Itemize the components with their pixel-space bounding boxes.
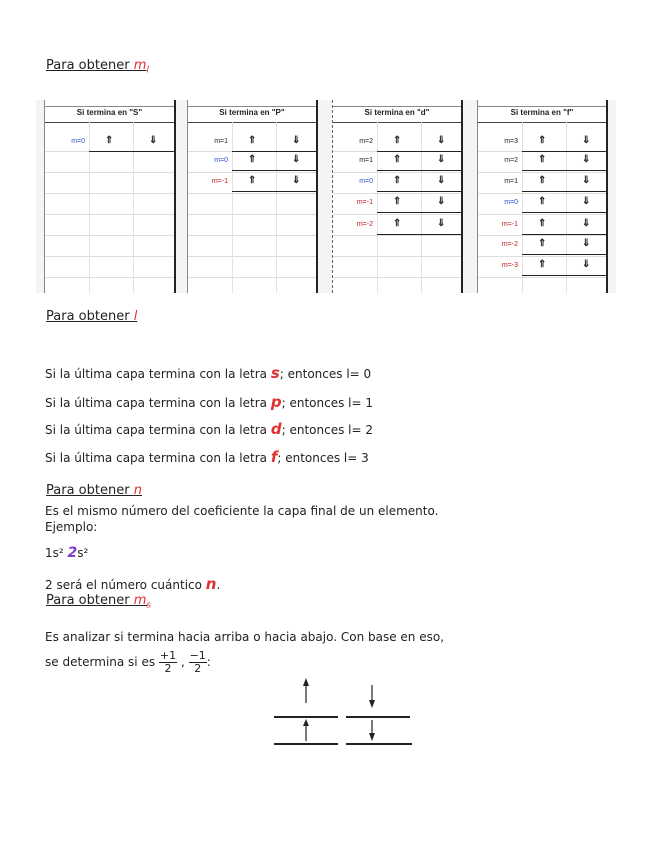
spin-down-arrow-small-icon — [369, 733, 375, 741]
l-rule-text: Si la última capa termina con la letra — [45, 367, 271, 381]
spin-down-arrow-icon: ⇓ — [292, 154, 301, 165]
spin-diagram — [260, 675, 430, 755]
orbital-cell — [377, 152, 462, 171]
spin-down-arrow-icon: ⇓ — [582, 196, 591, 207]
l-rule-letter: f — [270, 448, 278, 466]
orbital-table-title: Si termina en "P" — [188, 106, 316, 123]
spin-down-arrow-icon: ⇓ — [437, 154, 446, 165]
spin-up-arrow-icon: ⇑ — [393, 196, 402, 207]
magnetic-number-label: m=1 — [359, 157, 373, 164]
orbital-row — [478, 194, 609, 214]
spin-up-arrow-icon: ⇑ — [538, 218, 547, 229]
fraction-negative: $\frac{-1}{2}$ — [189, 649, 206, 675]
spin-down-arrow-icon: ⇓ — [582, 238, 591, 249]
spin-down-arrow-icon: ⇓ — [437, 196, 446, 207]
ms-description: Es analizar si termina hacia arriba o hacia abajo. Con base en eso, — [45, 630, 445, 644]
orbital-table-2 — [187, 100, 318, 293]
orbital-row — [478, 216, 609, 236]
magnetic-number-label: m=1 — [504, 178, 518, 185]
n-example-rest: s² — [77, 546, 89, 560]
spin-down-arrow-icon: ⇓ — [437, 175, 446, 186]
spin-down-arrow-icon — [369, 700, 375, 708]
l-rule-value: ; entonces l= 3 — [277, 451, 369, 465]
spin-up-arrow-icon: ⇑ — [538, 238, 547, 249]
n-example-first: 1s² — [45, 546, 68, 560]
orbital-table-title: Si termina en "f" — [478, 106, 606, 123]
ms-fraction-text: se determina si es — [45, 655, 159, 669]
orbital-row — [45, 133, 177, 153]
orbital-row — [188, 173, 319, 193]
spin-up-diagram — [274, 678, 338, 744]
magnetic-number-label: m=0 — [359, 178, 373, 185]
spin-up-arrow-icon: ⇑ — [538, 175, 547, 186]
orbital-table-4 — [477, 100, 608, 293]
orbital-row — [188, 152, 319, 172]
l-rule-text: Si la última capa termina con la letra — [45, 396, 271, 410]
orbital-table-title: Si termina en "d" — [333, 106, 461, 123]
orbital-cell — [522, 216, 607, 235]
n-example-highlight: 2 — [67, 545, 78, 561]
l-rule-value: ; entonces l= 0 — [279, 367, 372, 381]
magnetic-number-label: m=0 — [214, 157, 228, 164]
spin-down-diagram — [346, 685, 412, 744]
magnetic-number-label: m=3 — [504, 138, 518, 145]
spin-down-arrow-icon: ⇓ — [582, 259, 591, 270]
orbital-row — [333, 173, 464, 193]
l-heading — [46, 309, 137, 324]
ms-heading — [46, 593, 151, 611]
spin-up-arrow-icon: ⇑ — [538, 135, 547, 146]
orbital-row — [188, 133, 319, 153]
n-description: Es el mismo número del coeficiente la capa final de un elemento. — [45, 504, 439, 518]
spin-down-arrow-icon: ⇓ — [582, 135, 591, 146]
spin-down-arrow-icon: ⇓ — [292, 175, 301, 186]
ml-symbol: $m_l$ — [133, 58, 149, 76]
n-heading — [46, 483, 142, 498]
n-result-text: 2 será el número cuántico — [45, 578, 206, 592]
spin-up-arrow-icon: ⇑ — [538, 154, 547, 165]
spin-down-arrow-icon: ⇓ — [582, 175, 591, 186]
l-rule-letter: d — [270, 420, 282, 438]
l-rule-value: ; entonces l= 2 — [281, 423, 373, 437]
magnetic-number-label: m=2 — [504, 157, 518, 164]
l-rule-letter: p — [270, 393, 282, 411]
spin-up-arrow-icon — [303, 678, 309, 686]
spin-up-arrow-icon: ⇑ — [393, 135, 402, 146]
orbital-row — [333, 194, 464, 214]
orbital-table-1 — [44, 100, 176, 293]
orbital-row — [478, 236, 609, 256]
orbital-cell — [522, 257, 607, 276]
ms-heading-label: Para obtener — [46, 593, 134, 608]
spin-down-arrow-icon: ⇓ — [292, 135, 301, 146]
spin-down-arrow-icon: ⇓ — [437, 135, 446, 146]
spin-down-arrow-icon: ⇓ — [582, 218, 591, 229]
ml-heading-label: Para obtener — [46, 58, 134, 73]
orbital-cell — [377, 194, 462, 213]
n-heading-label: Para obtener — [46, 483, 134, 498]
magnetic-number-label: m=-1 — [211, 178, 228, 185]
orbital-table-3 — [332, 100, 463, 293]
spin-up-arrow-icon: ⇑ — [248, 175, 257, 186]
l-rule-value: ; entonces l= 1 — [281, 396, 373, 410]
n-example-label: Ejemplo: — [45, 520, 98, 534]
spin-up-arrow-icon: ⇑ — [393, 154, 402, 165]
n-symbol: n — [133, 483, 142, 498]
orbital-cell — [377, 216, 462, 235]
fraction-separator: , — [177, 655, 189, 669]
orbital-cell — [89, 133, 175, 152]
orbital-cell — [522, 173, 607, 192]
n-result-symbol: n — [205, 575, 217, 593]
spin-up-arrow-icon: ⇑ — [538, 196, 547, 207]
l-symbol: l — [133, 309, 138, 324]
spin-down-arrow-icon: ⇓ — [437, 218, 446, 229]
l-rule — [45, 364, 371, 382]
orbital-cell — [377, 133, 462, 152]
spin-up-arrow-icon: ⇑ — [393, 175, 402, 186]
spin-down-arrow-icon: ⇓ — [582, 154, 591, 165]
l-rule — [45, 420, 373, 438]
ms-symbol: $m_s$ — [133, 593, 152, 611]
orbital-row — [478, 173, 609, 193]
magnetic-number-label: m=2 — [359, 138, 373, 145]
orbital-table-title: Si termina en "S" — [45, 106, 174, 123]
orbital-tables — [36, 100, 616, 293]
l-heading-label: Para obtener — [46, 309, 134, 324]
orbital-row — [478, 152, 609, 172]
spin-up-arrow-icon: ⇑ — [248, 135, 257, 146]
l-rule — [45, 448, 369, 466]
orbital-cell — [522, 236, 607, 255]
n-result-end: . — [216, 578, 221, 592]
orbital-cell — [522, 133, 607, 152]
fraction-end: : — [206, 655, 211, 669]
l-rule — [45, 393, 373, 411]
spin-up-arrow-icon: ⇑ — [538, 259, 547, 270]
orbital-cell — [522, 194, 607, 213]
l-rule-text: Si la última capa termina con la letra — [45, 423, 271, 437]
orbital-row — [333, 152, 464, 172]
n-result — [45, 575, 220, 593]
l-rule-letter: s — [270, 364, 280, 382]
spin-up-arrow-icon: ⇑ — [248, 154, 257, 165]
orbital-row — [478, 257, 609, 277]
orbital-row — [333, 216, 464, 236]
magnetic-number-label: m=-1 — [501, 221, 518, 228]
orbital-cell — [377, 173, 462, 192]
spin-up-arrow-icon: ⇑ — [105, 135, 114, 146]
spin-up-arrow-small-icon — [303, 719, 309, 726]
orbital-cell — [522, 152, 607, 171]
spin-down-arrow-icon: ⇓ — [149, 135, 158, 146]
l-rule-text: Si la última capa termina con la letra — [45, 451, 271, 465]
magnetic-number-label: m=0 — [504, 199, 518, 206]
ml-heading — [46, 58, 149, 76]
orbital-row — [478, 133, 609, 153]
spin-up-arrow-icon: ⇑ — [393, 218, 402, 229]
magnetic-number-label: m=-2 — [356, 221, 373, 228]
n-example — [45, 545, 88, 561]
magnetic-number-label: m=1 — [214, 138, 228, 145]
ms-fraction-line — [45, 650, 211, 675]
orbital-cell — [232, 152, 317, 171]
orbital-cell — [232, 133, 317, 152]
orbital-row — [333, 133, 464, 153]
magnetic-number-label: m=-2 — [501, 241, 518, 248]
fraction-positive: $\frac{+1}{2}$ — [159, 649, 177, 675]
magnetic-number-label: m=-3 — [501, 262, 518, 269]
orbital-cell — [232, 173, 317, 192]
magnetic-number-label: m=-1 — [356, 199, 373, 206]
magnetic-number-label: m=0 — [71, 138, 85, 145]
